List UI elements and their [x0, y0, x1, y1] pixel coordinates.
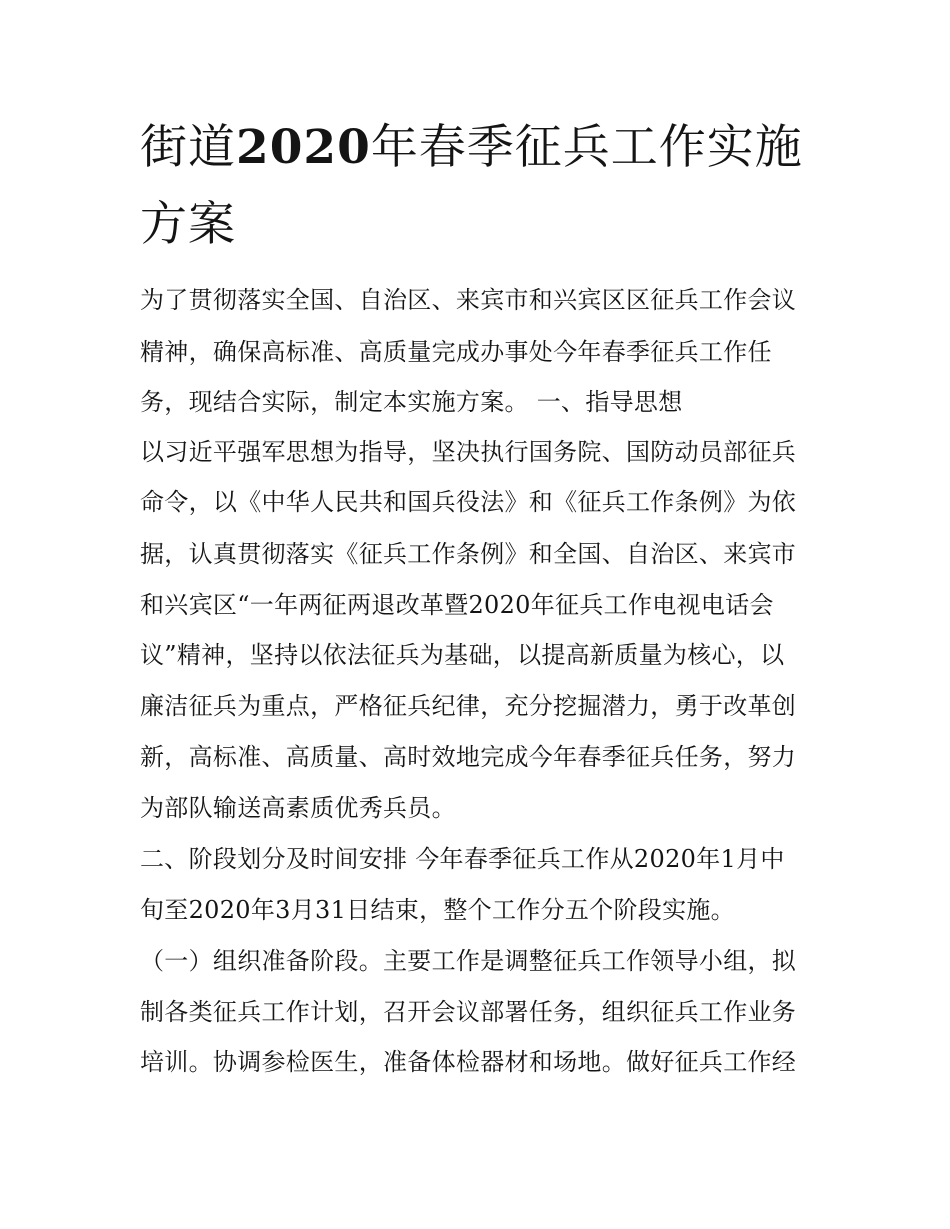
- body-line: 为了贯彻落实全国、自治区、来宾市和兴宾区区征兵工作会议: [140, 286, 797, 314]
- body-line: 新，高标准、高质量、高时效地完成今年春季征兵任务，努力: [140, 743, 797, 771]
- body-line: 据，认真贯彻落实《征兵工作条例》和全国、自治区、来宾市: [140, 540, 797, 568]
- body-line: 务，现结合实际，制定本实施方案。 一、指导思想: [140, 388, 683, 416]
- body-line: 议”精神，坚持以依法征兵为基础，以提高新质量为核心，以: [140, 641, 785, 669]
- document-title-line-1: 街道2020年春季征兵工作实施: [140, 120, 803, 175]
- body-line: 二、阶段划分及时间安排 今年春季征兵工作从2020年1月中: [140, 845, 785, 873]
- body-line: 廉洁征兵为重点，严格征兵纪律，充分挖掘潜力，勇于改革创: [140, 692, 797, 720]
- body-line: 精神，确保高标准、高质量完成办事处今年春季征兵工作任: [140, 338, 772, 366]
- body-line: 制各类征兵工作计划，召开会议部署任务，组织征兵工作业务: [140, 998, 797, 1026]
- body-line: 命令，以《中华人民共和国兵役法》和《征兵工作条例》为依: [140, 488, 797, 516]
- document-title-line-2: 方案: [140, 197, 236, 252]
- body-line: 和兴宾区“一年两征两退改革暨2020年征兵工作电视电话会: [140, 591, 774, 619]
- body-line: 培训。协调参检医生，准备体检器材和场地。做好征兵工作经: [140, 1048, 797, 1076]
- title-year: 2020: [236, 120, 371, 175]
- body-line: 以习近平强军思想为指导，坚决执行国务院、国防动员部征兵: [140, 438, 797, 466]
- body-line: 为部队输送高素质优秀兵员。: [140, 794, 456, 822]
- body-line: （一）组织准备阶段。主要工作是调整征兵工作领导小组，拟: [140, 947, 797, 975]
- body-line: 旬至2020年3月31日结束，整个工作分五个阶段实施。: [140, 896, 735, 924]
